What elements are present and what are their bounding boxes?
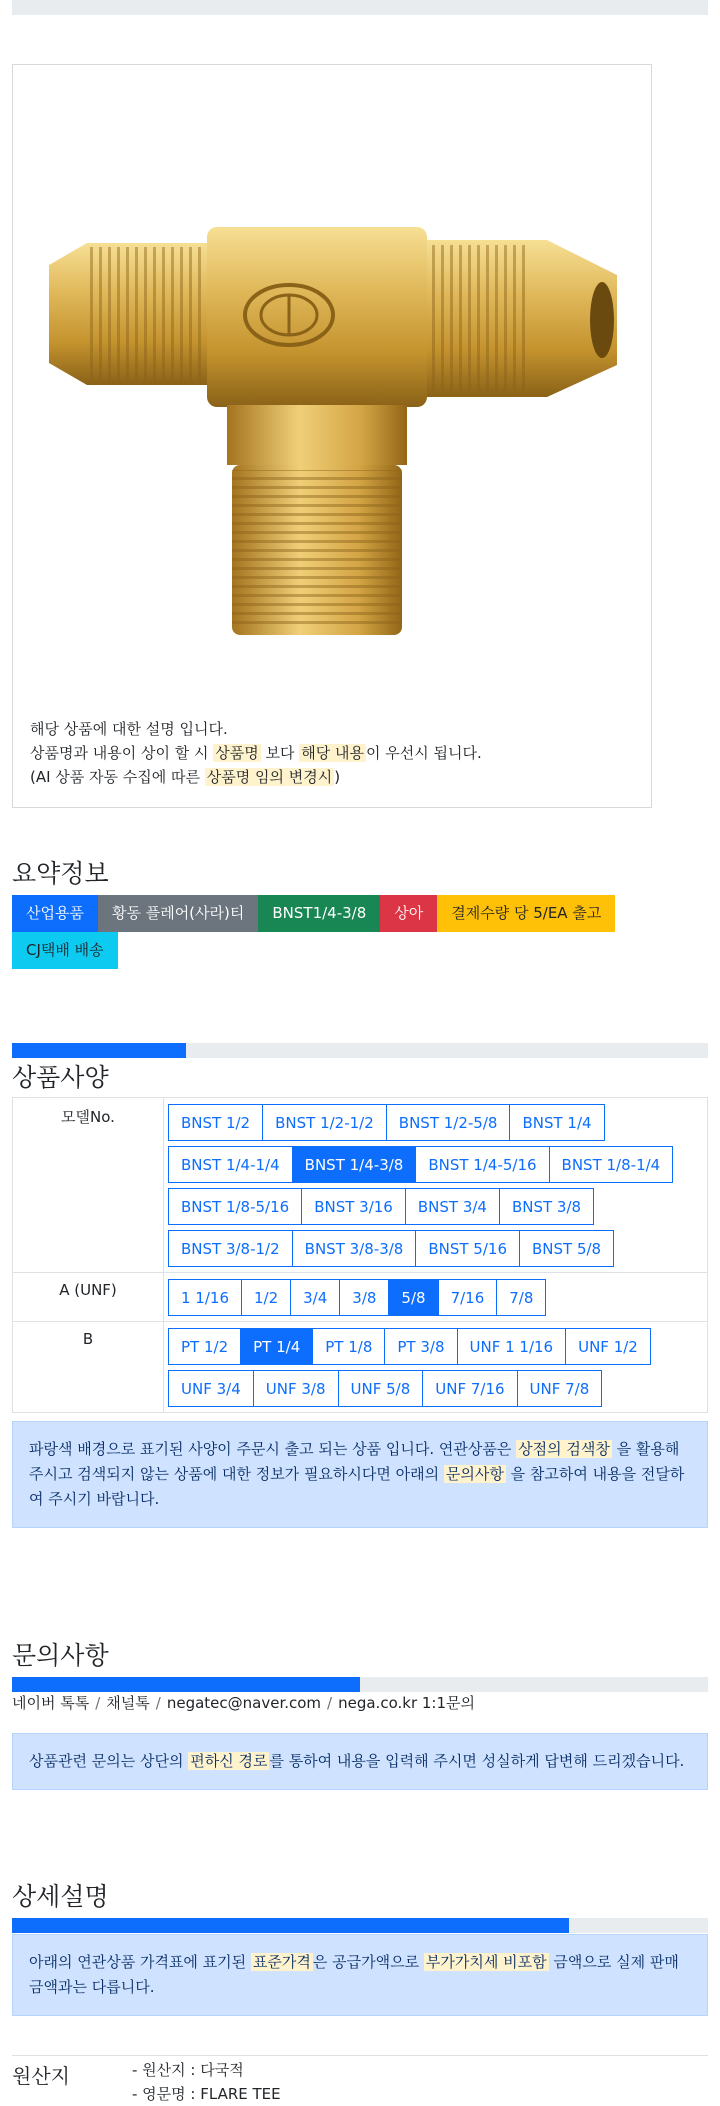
option-button[interactable]: BNST 1/4-1/4	[168, 1146, 293, 1183]
option-button[interactable]: UNF 5/8	[338, 1370, 424, 1407]
specs-progress-fill	[12, 1043, 186, 1058]
origin-english-name: - 영문명 : FLARE TEE	[132, 2085, 281, 2103]
spec-options	[164, 1098, 708, 1273]
origin-section	[12, 2055, 708, 2103]
option-button[interactable]: BNST 1/4	[509, 1104, 604, 1141]
contact-email[interactable]: negatec@naver.com	[166, 1694, 322, 1712]
specs-title: 상품사양	[12, 1063, 109, 1092]
product-image	[27, 135, 639, 695]
specs-progress	[12, 1043, 708, 1058]
spec-label: B	[13, 1322, 164, 1413]
option-button[interactable]: UNF 1/2	[565, 1328, 651, 1365]
option-button[interactable]: BNST 1/2-5/8	[386, 1104, 511, 1141]
option-button[interactable]: UNF 3/4	[168, 1370, 254, 1407]
contact-channels	[12, 1692, 475, 1713]
option-row	[168, 1276, 707, 1318]
summary-badges	[12, 895, 652, 969]
option-button[interactable]: 3/4	[290, 1279, 340, 1316]
option-button[interactable]: BNST 3/8-3/8	[292, 1230, 417, 1267]
option-row	[168, 1101, 707, 1143]
product-card	[12, 64, 652, 808]
option-button[interactable]: BNST 3/8	[499, 1188, 594, 1225]
option-button[interactable]: BNST 3/16	[301, 1188, 406, 1225]
specs-info-alert: 파랑색 배경으로 표기된 사양이 주문시 출고 되는 상품 입니다. 연관상품은 상점의 검색창 을 활용해 주시고 검색되지 않는 상품에 대한 정보가 필요하시다면 아래의 문의사항 을 참고하여 내용을 전달하여 주시기 바랍니다.	[12, 1421, 708, 1528]
spec-row-model	[13, 1098, 708, 1273]
option-button[interactable]: 1 1/16	[168, 1279, 242, 1316]
option-button[interactable]: UNF 7/8	[517, 1370, 603, 1407]
spec-options	[164, 1322, 708, 1413]
inquiry-progress-fill	[12, 1677, 360, 1692]
detail-info-alert: 아래의 연관상품 가격표에 표기된 표준가격 은 공급가액으로 부가가치세 비포함 금액으로 실제 판매금액과는 다릅니다.	[12, 1934, 708, 2016]
origin-title: 원산지	[12, 2064, 70, 2088]
notice-line-1: 해당 상품에 대한 설명 입니다.	[30, 720, 228, 738]
product-notice	[30, 717, 482, 789]
contact-channel-talk[interactable]: 채널톡	[106, 1694, 150, 1712]
option-button[interactable]: BNST 1/4-5/16	[415, 1146, 549, 1183]
detail-title: 상세설명	[12, 1882, 109, 1911]
notice-line-3: (AI 상품 자동 수집에 따른 상품명 임의 변경시 )	[30, 768, 341, 786]
option-row	[168, 1143, 707, 1185]
inquiry-title: 문의사항	[12, 1641, 109, 1670]
option-row	[168, 1367, 707, 1409]
option-button[interactable]: BNST 3/4	[405, 1188, 500, 1225]
option-row	[168, 1325, 707, 1367]
notice-line-2: 상품명과 내용이 상이 할 시 상품명 보다 해당 내용 이 우선시 됩니다.	[30, 744, 482, 762]
option-button[interactable]: UNF 7/16	[422, 1370, 517, 1407]
option-button[interactable]: BNST 1/8-5/16	[168, 1188, 302, 1225]
top-bar	[12, 0, 708, 15]
option-button[interactable]: 3/8	[339, 1279, 389, 1316]
option-button[interactable]: PT 1/2	[168, 1328, 241, 1365]
inquiry-progress	[12, 1677, 708, 1692]
spec-row-b	[13, 1322, 708, 1413]
option-button-selected[interactable]: BNST 1/4-3/8	[292, 1146, 417, 1183]
option-button[interactable]: PT 1/8	[312, 1328, 385, 1365]
option-button[interactable]: BNST 1/2	[168, 1104, 263, 1141]
option-button[interactable]: 1/2	[241, 1279, 291, 1316]
spec-row-a-unf	[13, 1273, 708, 1322]
spec-label: 모델No.	[13, 1098, 164, 1273]
option-button[interactable]: 7/16	[438, 1279, 498, 1316]
origin-country: - 원산지 : 다국적	[132, 2061, 244, 2079]
detail-progress-fill	[12, 1918, 569, 1933]
separator: /	[155, 1694, 161, 1712]
option-button[interactable]: UNF 3/8	[253, 1370, 339, 1407]
option-row	[168, 1227, 707, 1269]
option-button[interactable]: 7/8	[496, 1279, 546, 1316]
option-button[interactable]: BNST 3/8-1/2	[168, 1230, 293, 1267]
option-button-selected[interactable]: PT 1/4	[240, 1328, 313, 1365]
badge-product-type: 황동 플레어(사라)티	[98, 895, 258, 932]
badge-quantity: 결제수량 당 5/EA 출고	[437, 895, 615, 932]
contact-naver-talk[interactable]: 네이버 톡톡	[12, 1694, 90, 1712]
detail-progress	[12, 1918, 708, 1933]
option-button[interactable]: UNF 1 1/16	[457, 1328, 567, 1365]
option-button[interactable]: BNST 1/8-1/4	[549, 1146, 674, 1183]
option-row	[168, 1185, 707, 1227]
contact-site-inquiry[interactable]: nega.co.kr 1:1문의	[338, 1694, 475, 1712]
option-button[interactable]: BNST 5/16	[415, 1230, 520, 1267]
inquiry-info-alert: 상품관련 문의는 상단의 편하신 경로 를 통하여 내용을 입력해 주시면 성실하게 답변해 드리겠습니다.	[12, 1733, 708, 1790]
option-button[interactable]: BNST 5/8	[519, 1230, 614, 1267]
badge-brand: 상아	[380, 895, 437, 932]
badge-shipping: CJ택배 배송	[12, 932, 118, 969]
spec-options	[164, 1273, 708, 1322]
option-button-selected[interactable]: 5/8	[388, 1279, 438, 1316]
spec-label: A (UNF)	[13, 1273, 164, 1322]
origin-list	[132, 2058, 281, 2106]
specs-table	[12, 1097, 708, 1413]
summary-title: 요약정보	[12, 859, 109, 888]
option-button[interactable]: PT 3/8	[384, 1328, 457, 1365]
separator: /	[327, 1694, 333, 1712]
option-button[interactable]: BNST 1/2-1/2	[262, 1104, 387, 1141]
badge-category: 산업용품	[12, 895, 98, 932]
separator: /	[95, 1694, 101, 1712]
badge-model: BNST1/4-3/8	[258, 895, 380, 932]
